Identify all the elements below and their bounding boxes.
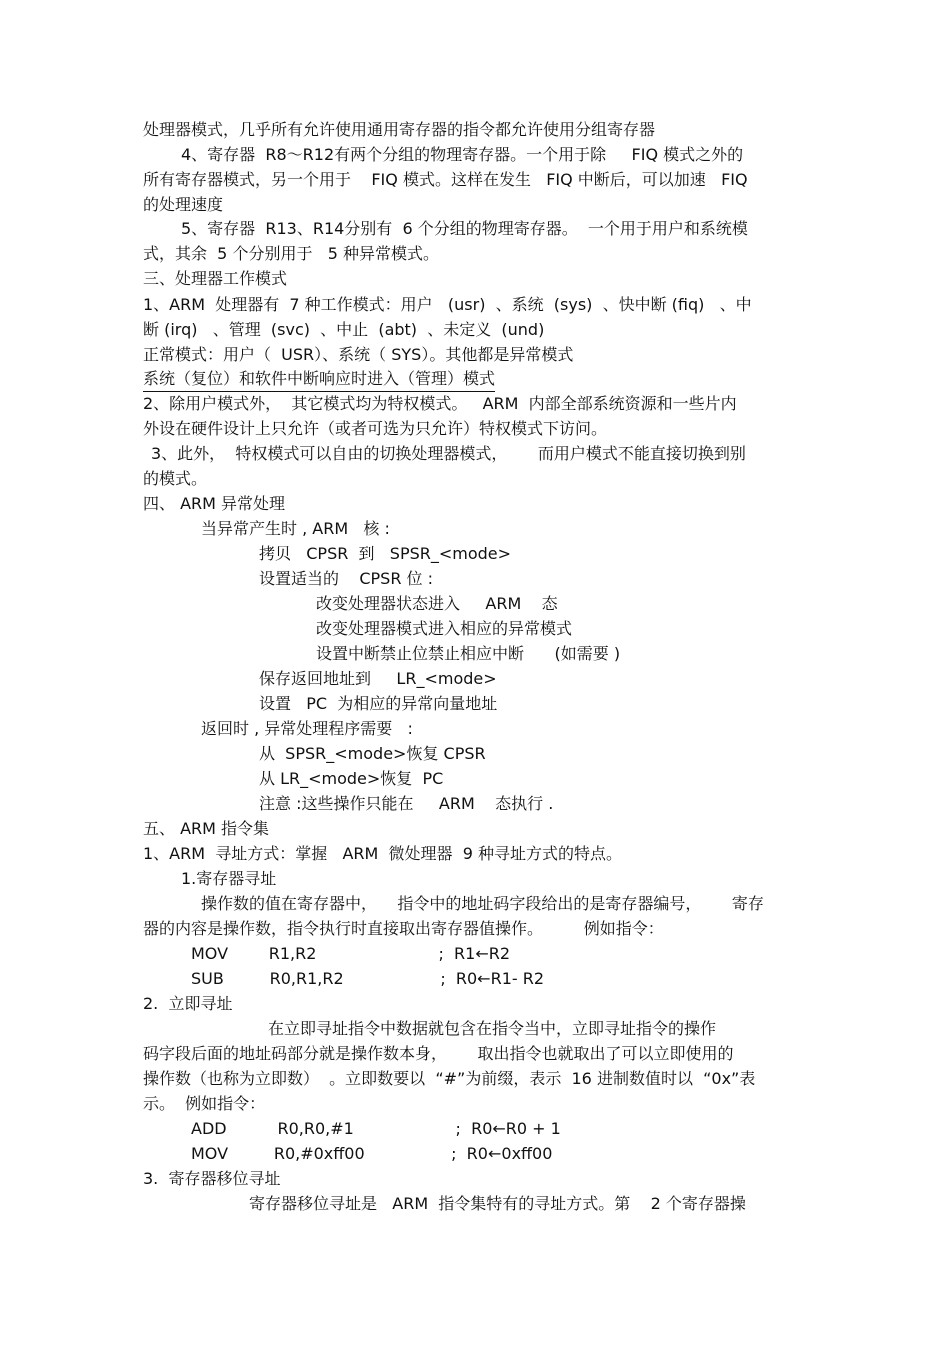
text-line: 注意 :这些操作只能在 ARM 态执行 . xyxy=(259,794,554,813)
subsection-heading: 2. 立即寻址 xyxy=(143,994,233,1013)
text-line: 返回时 , 异常处理程序需要 : xyxy=(201,719,413,738)
section-heading: 四、 ARM 异常处理 xyxy=(143,494,286,513)
text-line: 式，其余 5 个分别用于 5 种异常模式。 xyxy=(143,244,439,263)
text-line: 改变处理器模式进入相应的异常模式 xyxy=(316,619,573,638)
code-line: SUB R0,R1,R2 ; R0←R1- R2 xyxy=(191,969,545,988)
text-line: 示。 例如指令： xyxy=(143,1094,266,1113)
code-line: MOV R0,#0xff00 ; R0←0xff00 xyxy=(191,1144,553,1163)
text-line: 系统（复位）和软件中断响应时进入（管理）模式 xyxy=(143,369,495,392)
text-line: 外设在硬件设计上只允许（或者可选为只允许）特权模式下访问。 xyxy=(143,419,608,438)
text-line: 在立即寻址指令中数据就包含在指令当中，立即寻址指令的操作 xyxy=(268,1019,717,1038)
text-line: 处理器模式，几乎所有允许使用通用寄存器的指令都允许使用分组寄存器 xyxy=(143,120,656,139)
code-line: MOV R1,R2 ; R1←R2 xyxy=(191,944,511,963)
text-line: 所有寄存器模式，另一个用于 FIQ 模式。这样在发生 FIQ 中断后，可以加速 FIQ xyxy=(143,170,748,189)
text-line: 码字段后面的地址码部分就是操作数本身， 取出指令也就取出了可以立即使用的 xyxy=(143,1044,734,1063)
text-line: 操作数（也称为立即数） 。立即数要以 “#”为前缀，表示 16 进制数值时以 “0x”表 xyxy=(143,1069,756,1088)
text-line: 正常模式：用户（ USR）、系统（ SYS）。其他都是异常模式 xyxy=(143,345,574,364)
subsection-heading: 3. 寄存器移位寻址 xyxy=(143,1169,281,1188)
text-line: 1、ARM 处理器有 7 种工作模式：用户 (usr) 、系统 (sys) 、快中断 (fiq) 、中 xyxy=(143,295,752,314)
text-line: 设置适当的 CPSR 位 : xyxy=(259,569,434,588)
text-line: 4、寄存器 R8～R12有两个分组的物理寄存器。一个用于除 FIQ 模式之外的 xyxy=(181,145,744,164)
text-line: 设置 PC 为相应的异常向量地址 xyxy=(259,694,498,713)
text-line: 2、除用户模式外， 其它模式均为特权模式。 ARM 内部全部系统资源和一些片内 xyxy=(143,394,737,413)
section-heading: 五、 ARM 指令集 xyxy=(143,819,270,838)
subsection-heading: 1.寄存器寻址 xyxy=(181,869,277,888)
text-line: 改变处理器状态进入 ARM 态 xyxy=(316,594,558,613)
text-line: 设置中断禁止位禁止相应中断 (如需要 ) xyxy=(316,644,621,663)
text-line: 的模式。 xyxy=(143,469,208,488)
text-line: 操作数的值在寄存器中， 指令中的地址码字段给出的是寄存器编号， 寄存 xyxy=(201,894,764,913)
text-line: 从 LR_<mode>恢复 PC xyxy=(259,769,444,788)
text-line: 寄存器移位寻址是 ARM 指令集特有的寻址方式。第 2 个寄存器操 xyxy=(249,1194,746,1213)
section-heading: 三、处理器工作模式 xyxy=(143,269,288,288)
text-line: 的处理速度 xyxy=(143,195,224,214)
text-line: 器的内容是操作数，指令执行时直接取出寄存器值操作。 例如指令： xyxy=(143,919,664,938)
text-line: 拷贝 CPSR 到 SPSR_<mode> xyxy=(259,544,512,563)
text-line: 保存返回地址到 LR_<mode> xyxy=(259,669,497,688)
text-line: 当异常产生时 , ARM 核 : xyxy=(201,519,390,538)
text-line: 断 (irq) 、管理 (svc) 、中止 (abt) 、未定义 (und) xyxy=(143,320,545,339)
code-line: ADD R0,R0,#1 ; R0←R0 + 1 xyxy=(191,1119,561,1138)
text-line: 从 SPSR_<mode>恢复 CPSR xyxy=(259,744,486,763)
text-line: 3、此外， 特权模式可以自由的切换处理器模式， 而用户模式不能直接切换到别 xyxy=(151,444,746,463)
text-line: 1、ARM 寻址方式：掌握 ARM 微处理器 9 种寻址方式的特点。 xyxy=(143,844,622,863)
text-line: 5、寄存器 R13、R14分别有 6 个分组的物理寄存器。 一个用于用户和系统模 xyxy=(181,219,748,238)
